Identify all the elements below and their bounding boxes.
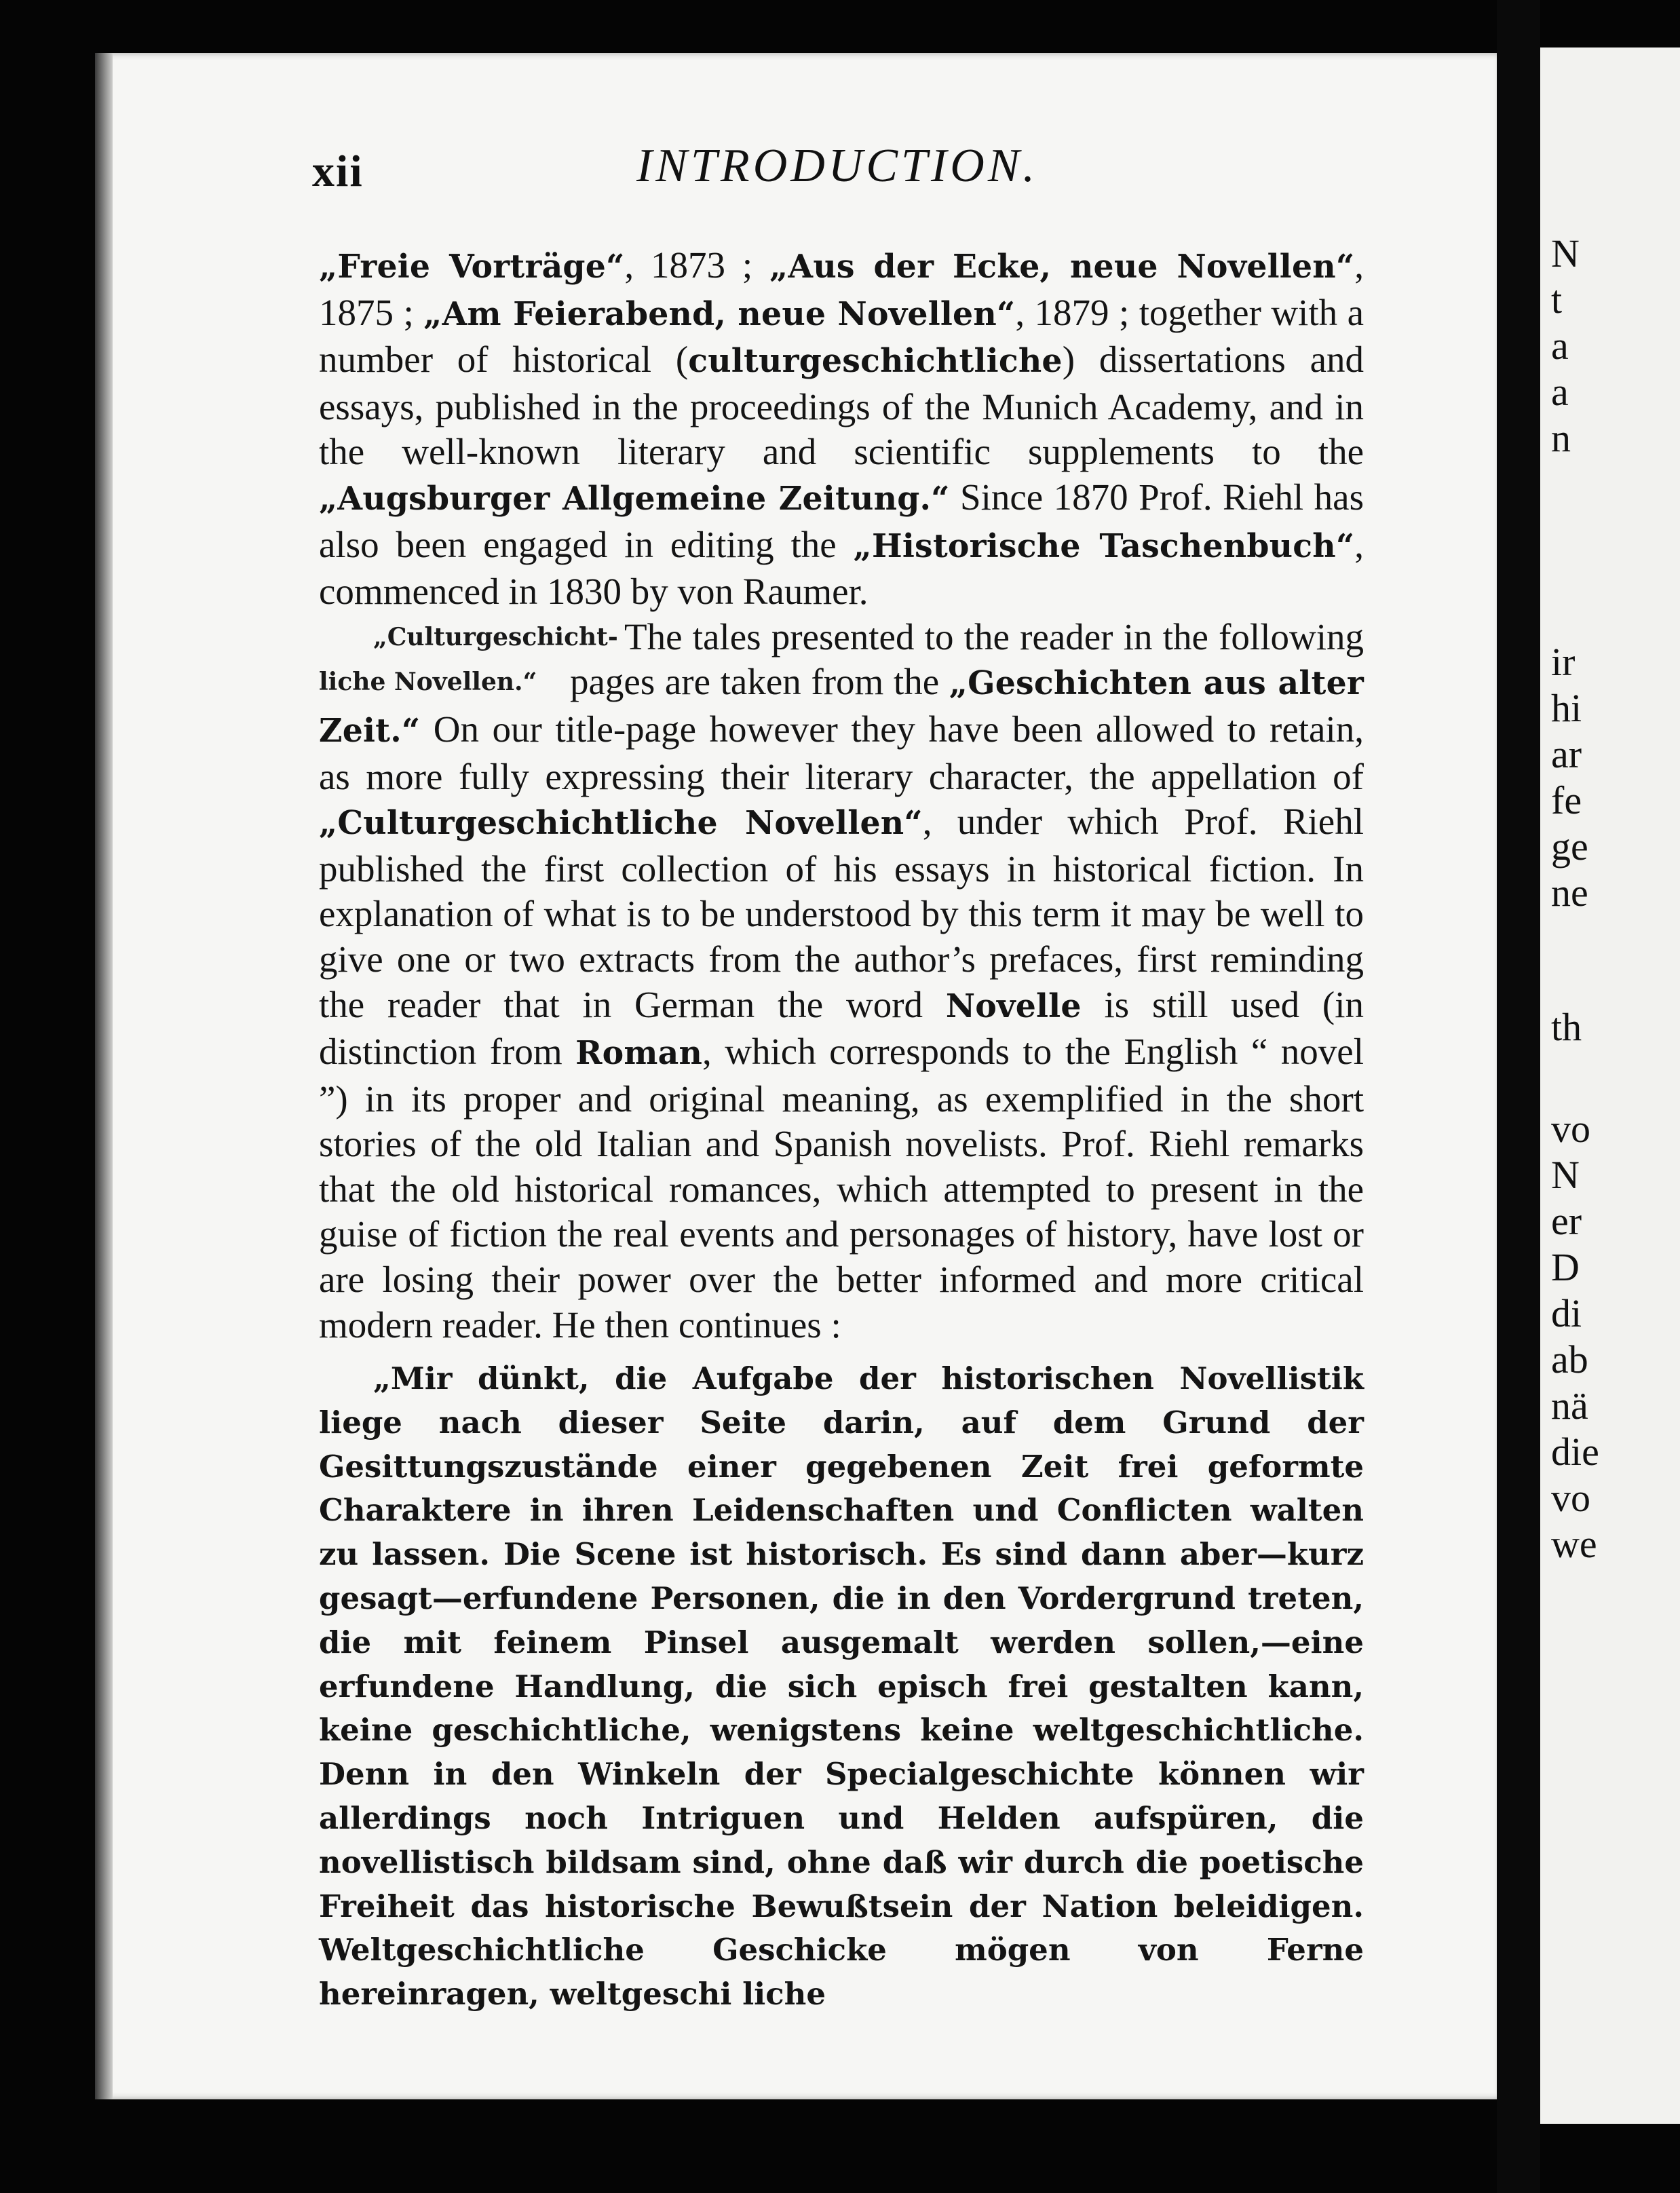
fragment-line: a: [1551, 324, 1569, 368]
page-number: xii: [312, 147, 364, 196]
paragraph: [319, 243, 1364, 615]
fragment-line: hi: [1551, 686, 1582, 730]
fraktur-phrase: „Aus der Ecke, neue Novellen“: [769, 248, 1355, 286]
fragment-line: die: [1551, 1430, 1599, 1474]
page-edge-shadow: [95, 53, 113, 2099]
fragment-line: vo: [1551, 1107, 1590, 1151]
fragment-line: vo: [1551, 1476, 1590, 1520]
fragment-line: th: [1551, 1005, 1582, 1049]
text-run: , under which Prof. Riehl published the first collection of his essays in historical fiction. In explanation of what is to be understood by this term it may be well to give one or two extracts from the author’s prefaces, first reminding the reader that in German the word: [319, 801, 1364, 1025]
fraktur-phrase: „Freie Vorträge“: [319, 248, 625, 286]
paragraph: [319, 615, 1364, 1348]
text-run: ) dissertations and essays, published in the proceedings of the Munich Academy, and in the well-known literary and scientific supplements to the: [319, 339, 1364, 473]
fragment-line: nä: [1551, 1384, 1588, 1428]
text-run: , 1873 ;: [624, 244, 770, 286]
fragment-line: ge: [1551, 824, 1588, 869]
fragment-line: a: [1551, 370, 1569, 414]
text-run: , 1879 ; together with a number of historical (: [319, 291, 1364, 381]
fragment-line: er: [1551, 1199, 1582, 1243]
book-gutter: [1497, 0, 1540, 2193]
fragment-line: D: [1551, 1245, 1580, 1289]
fragment-line: n: [1551, 416, 1571, 460]
text-run: , 1875 ;: [319, 244, 1364, 333]
fragment-line: fe: [1551, 778, 1582, 822]
fragment-line: ir: [1551, 640, 1576, 684]
fragment-line: ne: [1551, 871, 1588, 915]
running-title: INTRODUCTION.: [636, 140, 1039, 192]
fragment-line: N: [1551, 231, 1580, 275]
block-quotation: „Mir dünkt, die Aufgabe der historischen Novellistik liege nach dieser Seite darin, auf dem Grund der Gesittungszustände einer gegebenen Zeit frei geformte Charaktere in ihren Leidenschaften und Conflicten walten zu lassen. Die Scene ist historisch. Es sind dann aber—kurz gesagt—erfundene Personen, die in den Vordergrund treten, die mit feinem Pinsel ausgemalt werden sollen,—eine erfundene Handlung, die sich episch frei gestalten kann, keine geschichtliche, wenigstens keine weltgeschichtliche. Denn in den Winkeln der Specialgeschichte können wir allerdings noch Intriguen und Helden aufspüren, die novellistisch bildsam sind, ohne daß wir durch die poetische Freiheit das historische Bewußtsein der Nation beleidigen. Weltgeschichtliche Geschicke mögen von Ferne hereinragen, weltgeschi liche: [319, 1360, 1364, 2013]
fragment-line: N: [1551, 1153, 1580, 1197]
fragment-line: we: [1551, 1522, 1597, 1566]
fraktur-word: Roman: [575, 1035, 703, 1073]
fragment-line: t: [1551, 278, 1563, 322]
adjacent-page-fragment: [1540, 47, 1680, 2124]
fraktur-phrase: „Culturgeschichtliche Novellen“: [319, 805, 923, 843]
text-run: , commenced in 1830 by von Raumer.: [319, 523, 1364, 613]
text-run: On our title-page however they have been allowed to retain, as more fully expressing their literary character, the appellation of: [319, 708, 1364, 797]
body-text: [319, 243, 1364, 1348]
fraktur-phrase: „Am Feierabend, neue Novellen“: [423, 295, 1016, 333]
fraktur-word: Novelle: [945, 987, 1082, 1025]
fragment-line: ar: [1551, 732, 1582, 776]
fragment-line: di: [1551, 1291, 1582, 1335]
text-run: The tales presented to the reader in the following pages are taken from the: [570, 615, 1364, 703]
text-run: Since 1870 Prof. Riehl has also been engaged in editing the: [319, 476, 1364, 565]
fraktur-phrase: „Historische Taschenbuch“: [853, 527, 1355, 565]
text-run: is still used (in distinction from: [319, 983, 1364, 1073]
margin-note: „Culturgeschicht-liche Novellen.“: [319, 622, 618, 697]
fraktur-phrase: „Geschichten aus alter Zeit.“: [319, 665, 1364, 750]
fraktur-phrase: culturgeschichtliche: [688, 343, 1063, 381]
fragment-line: ab: [1551, 1337, 1588, 1381]
text-run: , which corresponds to the English “ novel ”) in its proper and original meaning, as exemplified in the short stories of the old Italian and Spanish novelists. Prof. Riehl remarks that the old historical romances, which attempted to present in the guise of fiction the real events and personages of history, have lost or are losing their power over the better informed and more critical modern reader. He then continues :: [319, 1031, 1364, 1346]
fraktur-phrase: „Augsburger Allgemeine Zeitung.“: [319, 480, 950, 518]
